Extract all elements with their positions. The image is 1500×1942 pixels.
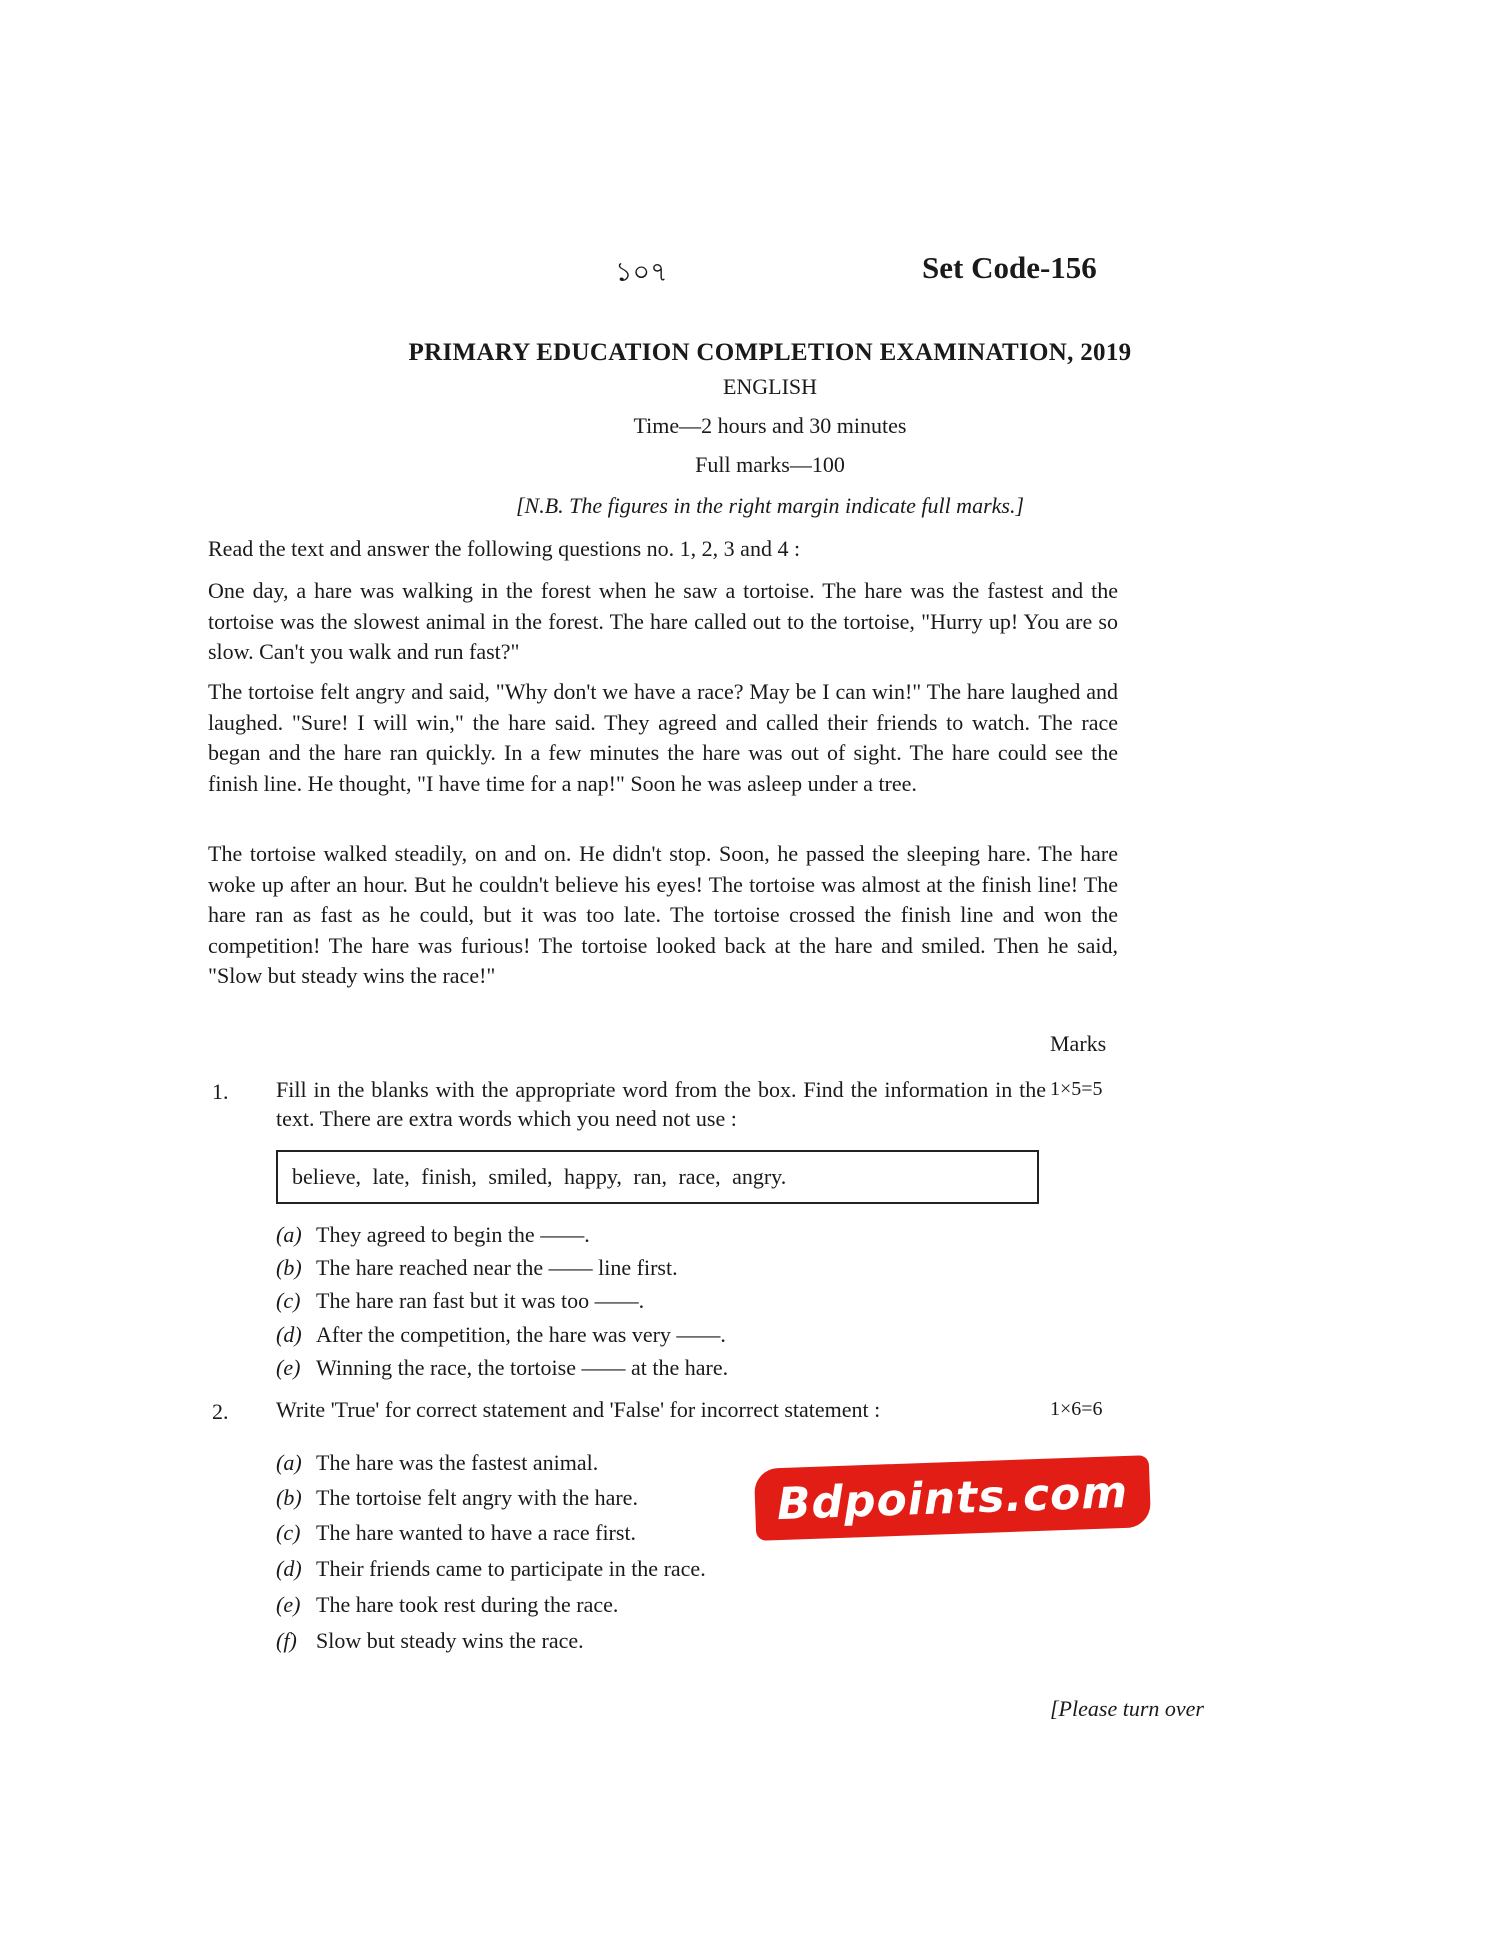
passage-paragraph-2: The tortoise felt angry and said, "Why don't we have a race? May be I can win!" The hare laughed and laughed. "Sure! I will win," the hare said. They agreed and called their friends to watch. The race began and the hare ran quickly. In a few minutes the hare was out of sight. The hare could see the finish line. He thought, "I have time for a nap!" Soon he was asleep under a tree. [208, 679, 1118, 796]
q2-item [276, 1592, 618, 1618]
item-text: The hare ran fast but it was too ——. [316, 1288, 645, 1313]
page-footer: [Please turn over [1050, 1696, 1204, 1721]
item-label: (b) [276, 1485, 302, 1510]
item-label: (d) [276, 1556, 302, 1581]
exam-subject: ENGLISH [722, 374, 818, 399]
item-label: (e) [276, 1355, 301, 1380]
word-box: believe, late, finish, smiled, happy, ran, race, angry. [276, 1150, 1039, 1204]
exam-title: PRIMARY EDUCATION COMPLETION EXAMINATION, 2019 [408, 339, 1132, 366]
item-text: Their friends came to participate in the race. [316, 1556, 706, 1581]
item-text: They agreed to begin the ——. [316, 1222, 590, 1247]
q2-item [276, 1556, 706, 1582]
item-text: The hare was the fastest animal. [316, 1450, 599, 1475]
q2-item [276, 1485, 638, 1511]
item-text: Slow but steady wins the race. [316, 1628, 584, 1653]
q1-item [276, 1222, 590, 1248]
item-label: (a) [276, 1222, 302, 1247]
item-label: (f) [276, 1628, 297, 1653]
q1-item [276, 1322, 726, 1348]
exam-full-marks: Full marks—100 [695, 452, 845, 477]
item-label: (d) [276, 1322, 302, 1347]
item-text: Winning the race, the tortoise —— at the hare. [316, 1355, 729, 1380]
exam-note: [N.B. The figures in the right margin indicate full marks.] [515, 493, 1025, 518]
passage-paragraph-1: One day, a hare was walking in the forest when he saw a tortoise. The hare was the fastest and the tortoise was the slowest animal in the forest. The hare called out to the tortoise, "Hurry up! You are so slow. Can't you walk and run fast?" [208, 578, 1118, 664]
q2-marks: 1×6=6 [1050, 1398, 1103, 1420]
q1-marks: 1×5=5 [1050, 1078, 1103, 1100]
set-code: Set Code-156 [922, 250, 1097, 285]
q1-item [276, 1355, 728, 1381]
item-text: The hare reached near the —— line first. [316, 1255, 678, 1280]
item-text: The tortoise felt angry with the hare. [316, 1485, 638, 1510]
watermark-logo [754, 1455, 1151, 1541]
q2-number: 2. [212, 1399, 229, 1424]
watermark-text: Bdpoints.com [776, 1466, 1129, 1530]
item-label: (e) [276, 1592, 301, 1617]
q2-text: Write 'True' for correct statement and 'False' for incorrect statement : [276, 1397, 881, 1422]
q2-item [276, 1520, 636, 1546]
page-number: ১০৭ [615, 257, 668, 287]
item-text: The hare wanted to have a race first. [316, 1520, 637, 1545]
q1-text: Fill in the blanks with the appropriate word from the box. Find the information in the text. There are extra words which you need not use : [276, 1077, 1046, 1131]
item-label: (a) [276, 1450, 302, 1475]
exam-time: Time—2 hours and 30 minutes [633, 413, 907, 438]
item-label: (c) [276, 1520, 301, 1545]
item-text: The hare took rest during the race. [316, 1592, 619, 1617]
instruction: Read the text and answer the following questions no. 1, 2, 3 and 4 : [208, 536, 801, 561]
q1-item [276, 1255, 678, 1281]
q2-item [276, 1450, 598, 1476]
marks-heading: Marks [1050, 1031, 1107, 1056]
q1-number: 1. [212, 1079, 229, 1104]
q1-item [276, 1288, 644, 1314]
item-label: (b) [276, 1255, 302, 1280]
q2-item [276, 1628, 584, 1654]
passage-paragraph-3: The tortoise walked steadily, on and on. He didn't stop. Soon, he passed the sleeping hare. The hare woke up after an hour. But he couldn't believe his eyes! The tortoise was almost at the finish line! The hare ran as fast as he could, but it was too late. The tortoise crossed the finish line and won the competition! The hare was furious! The tortoise looked back at the hare and smiled. Then he said, "Slow but steady wins the race!" [208, 841, 1118, 988]
item-label: (c) [276, 1288, 301, 1313]
item-text: After the competition, the hare was very ——. [316, 1322, 726, 1347]
